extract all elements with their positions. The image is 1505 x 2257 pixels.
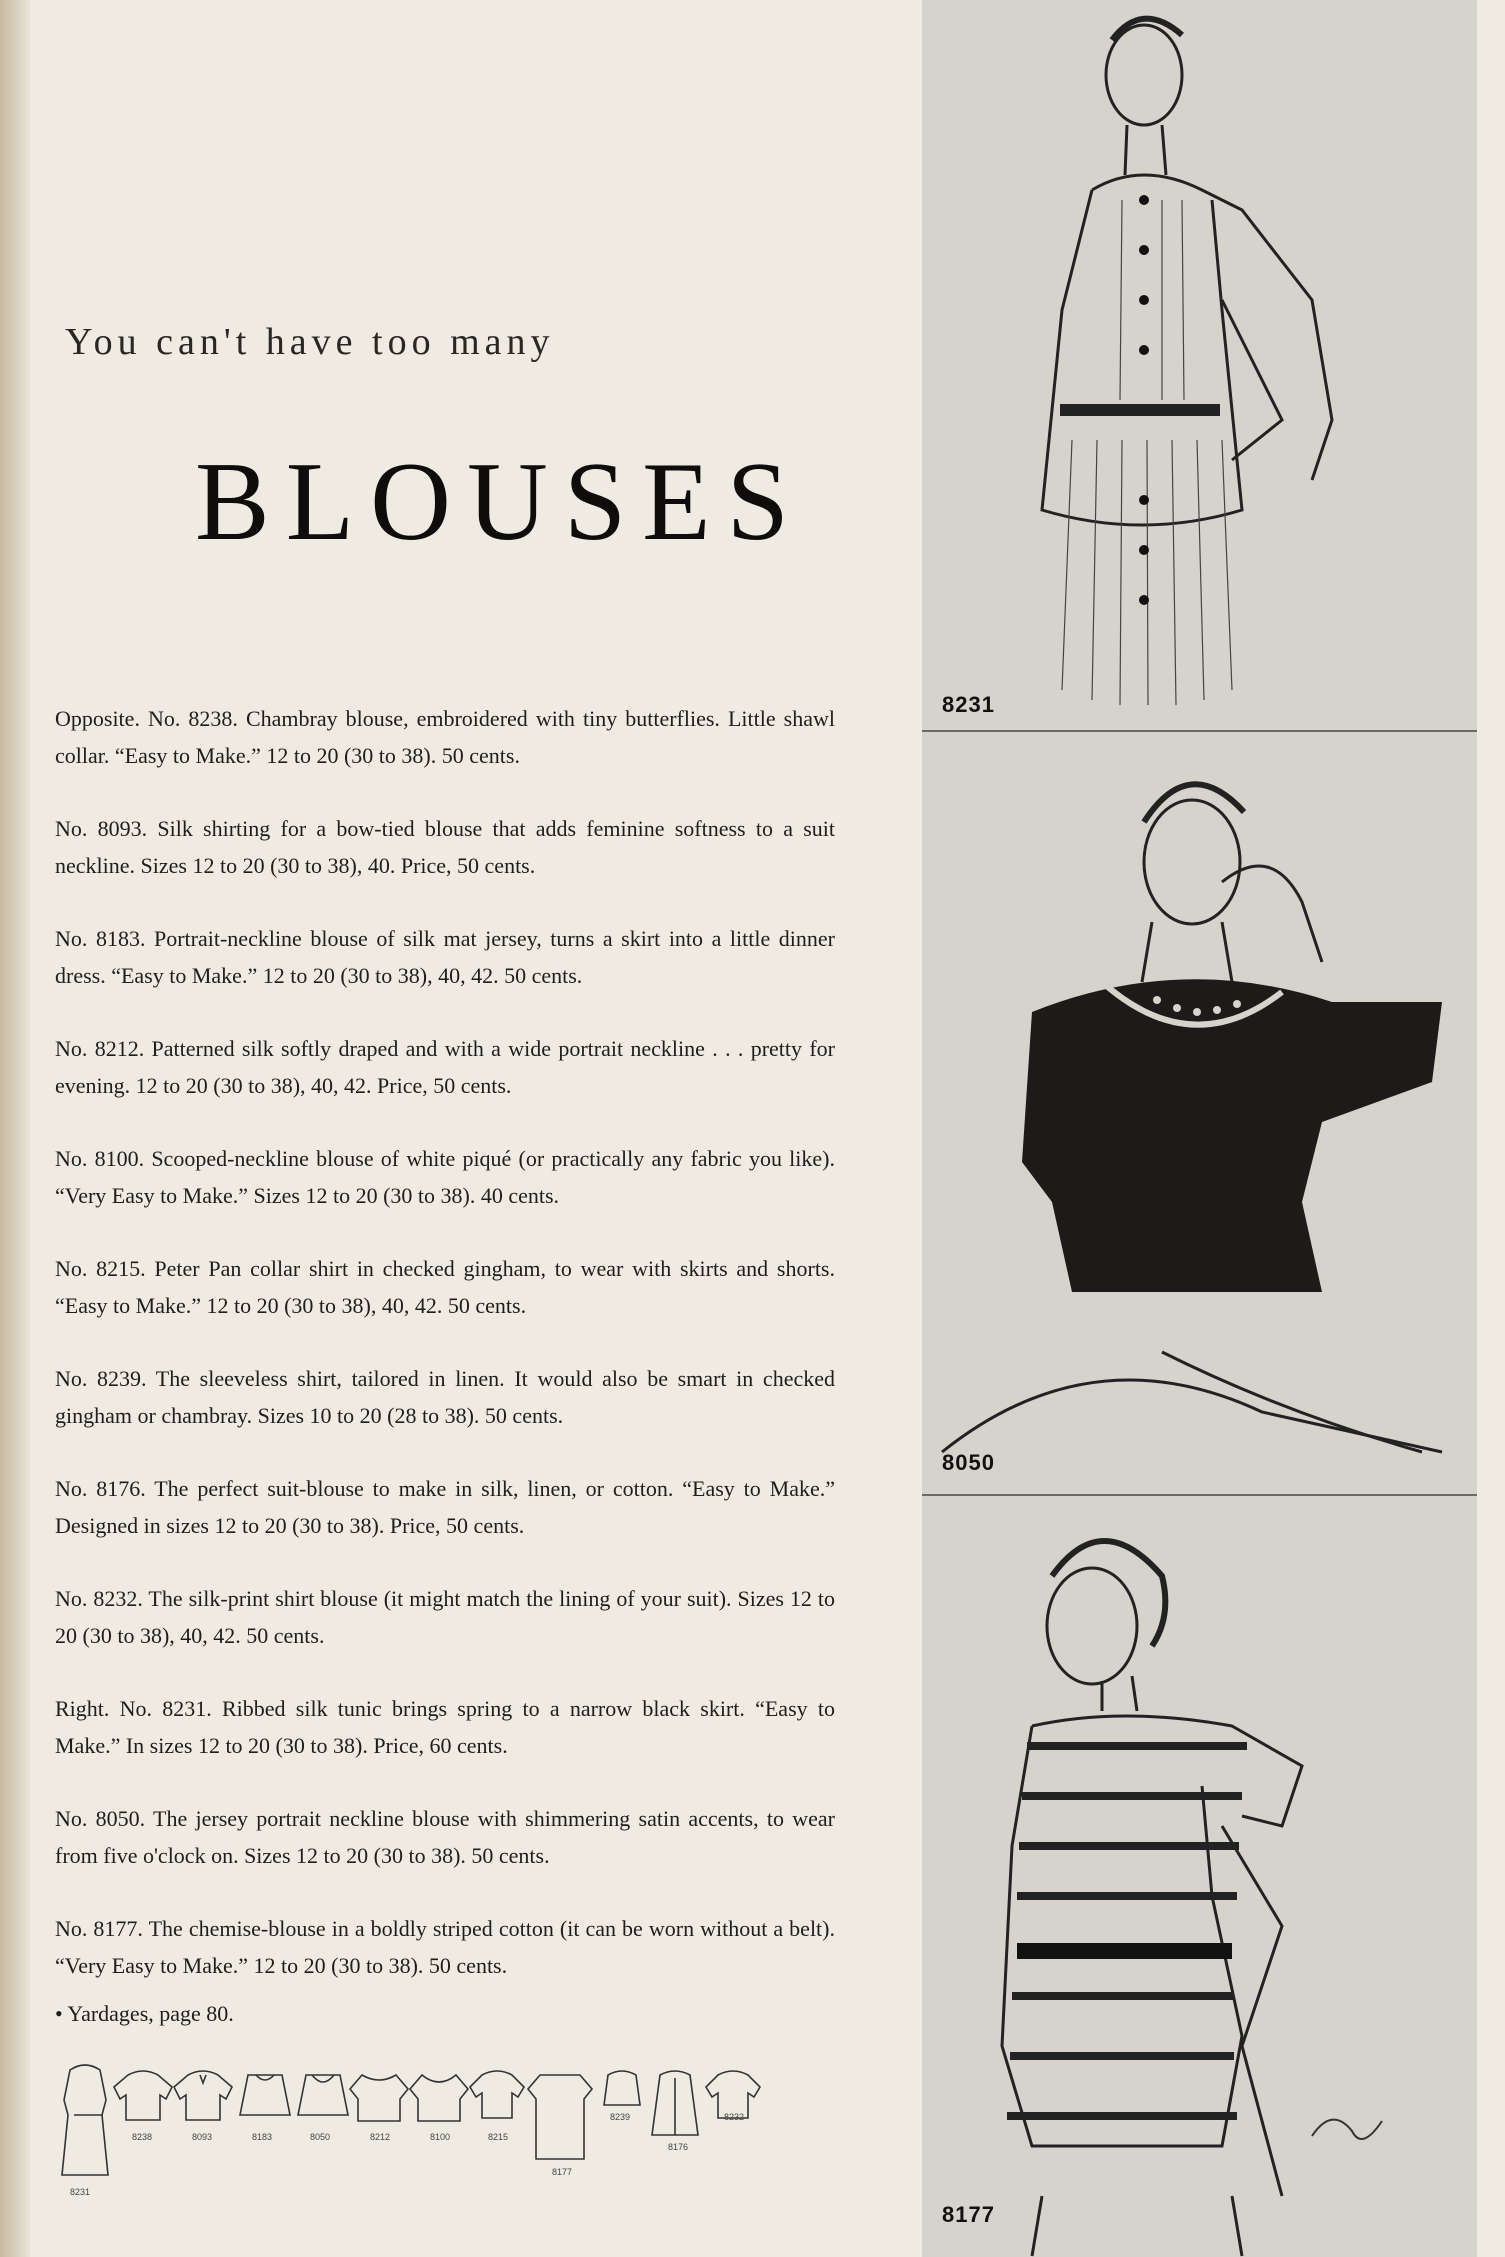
thumbnail-8093-sketch bbox=[174, 2071, 232, 2120]
illustration-label-8231: 8231 bbox=[942, 692, 995, 717]
pattern-entry-8183: No. 8183. Portrait-neckline blouse of silk mat jersey, turns a skirt into a little dinner dress. “Easy to Make.” 12 to 20 (30 to 38), 40, 42. 50 cents. bbox=[55, 926, 835, 988]
pattern-entry-8232: No. 8232. The silk-print shirt blouse (it might match the lining of your suit). Sizes 12 to 20 (30 to 38), 40, 42. 50 cents. bbox=[55, 1586, 835, 1648]
thumbnail-label-8100: 8100 bbox=[430, 2132, 451, 2142]
illustration-panel-8050 bbox=[922, 732, 1477, 1494]
heading-kicker: You can't have too many bbox=[65, 321, 555, 363]
thumbnail-label-8239: 8239 bbox=[610, 2112, 631, 2122]
pattern-entry-8100: No. 8100. Scooped-neckline blouse of white piqué (or practically any fabric you like). “Very Easy to Make.” Sizes 12 to 20 (30 to 38). 40 cents. bbox=[55, 1146, 835, 1208]
thumbnail-8238-sketch bbox=[114, 2071, 172, 2120]
thumbnail-8177-sketch bbox=[528, 2075, 592, 2159]
illustration-label-8177: 8177 bbox=[942, 2202, 995, 2227]
pattern-entry-8239: No. 8239. The sleeveless shirt, tailored in linen. It would also be smart in checked gingham or chambray. Sizes 10 to 20 (28 to 38). 50 cents. bbox=[55, 1366, 835, 1428]
pattern-entry-8215: No. 8215. Peter Pan collar shirt in checked gingham, to wear with skirts and shorts. “Easy to Make.” 12 to 20 (30 to 38), 40, 42. 50 cents. bbox=[55, 1256, 835, 1318]
illustration-panel-8231 bbox=[922, 0, 1477, 730]
pattern-descriptions bbox=[55, 700, 835, 2032]
thumbnail-label-8238: 8238 bbox=[132, 2132, 153, 2142]
thumbnail-label-8231: 8231 bbox=[70, 2187, 91, 2197]
thumbnail-8215-sketch bbox=[470, 2071, 524, 2118]
yardage-note: • Yardages, page 80. bbox=[55, 2001, 234, 2026]
thumbnail-label-8183: 8183 bbox=[252, 2132, 273, 2142]
thumbnail-label-8177: 8177 bbox=[552, 2167, 573, 2177]
pattern-entry-8238: Opposite. No. 8238. Chambray blouse, embroidered with tiny butterflies. Little shawl collar. “Easy to Make.” 12 to 20 (30 to 38). 50 cents. bbox=[55, 706, 835, 768]
page-gutter bbox=[0, 0, 30, 2257]
thumbnail-label-8050: 8050 bbox=[310, 2132, 331, 2142]
page-title: BLOUSES bbox=[195, 440, 805, 564]
pattern-thumbnail-strip bbox=[60, 2060, 830, 2210]
pattern-entry-8093: No. 8093. Silk shirting for a bow-tied blouse that adds feminine softness to a suit neckline. Sizes 12 to 20 (30 to 38), 40. Price, 50 cents. bbox=[55, 816, 835, 878]
pattern-entry-8177: No. 8177. The chemise-blouse in a boldly striped cotton (it can be worn without a belt). “Very Easy to Make.” 12 to 20 (30 to 38). 50 cents. bbox=[55, 1916, 835, 1978]
thumbnail-label-8176: 8176 bbox=[668, 2142, 689, 2152]
thumbnail-8100-sketch bbox=[410, 2075, 468, 2121]
thumbnail-8176-sketch bbox=[652, 2071, 698, 2135]
pattern-entry-8176: No. 8176. The perfect suit-blouse to make in silk, linen, or cotton. “Easy to Make.” Designed in sizes 12 to 20 (30 to 38). Price, 50 cents. bbox=[55, 1476, 835, 1538]
thumbnail-label-8093: 8093 bbox=[192, 2132, 213, 2142]
thumbnail-8232-sketch bbox=[706, 2071, 760, 2118]
pattern-entry-8212: No. 8212. Patterned silk softly draped and with a wide portrait neckline . . . pretty for evening. 12 to 20 (30 to 38), 40, 42. Price, 50 cents. bbox=[55, 1036, 835, 1098]
thumbnail-8050-sketch bbox=[298, 2075, 348, 2115]
thumbnail-8212-sketch bbox=[350, 2075, 408, 2121]
text-column bbox=[55, 0, 845, 2257]
thumbnail-8231-sketch bbox=[62, 2065, 108, 2175]
illustration-column bbox=[922, 0, 1477, 2257]
illustration-label-8050: 8050 bbox=[942, 1450, 995, 1475]
pattern-entry-8050: No. 8050. The jersey portrait neckline blouse with shimmering satin accents, to wear from five o'clock on. Sizes 12 to 20 (30 to 38). 50 cents. bbox=[55, 1806, 835, 1868]
thumbnail-label-8212: 8212 bbox=[370, 2132, 391, 2142]
thumbnail-sketches bbox=[60, 2060, 830, 2210]
thumbnail-label-8215: 8215 bbox=[488, 2132, 509, 2142]
thumbnail-8239-sketch bbox=[604, 2071, 640, 2105]
striped-blouse-illustration bbox=[922, 1496, 1477, 2257]
tunic-illustration bbox=[922, 0, 1477, 730]
jersey-blouse-illustration bbox=[922, 732, 1477, 1494]
thumbnail-label-8232: 8232 bbox=[724, 2112, 745, 2122]
thumbnail-8183-sketch bbox=[240, 2075, 290, 2115]
illustration-panel-8177 bbox=[922, 1496, 1477, 2257]
pattern-entry-8231: Right. No. 8231. Ribbed silk tunic brings spring to a narrow black skirt. “Easy to Make.” In sizes 12 to 20 (30 to 38). Price, 60 cents. bbox=[55, 1696, 835, 1758]
